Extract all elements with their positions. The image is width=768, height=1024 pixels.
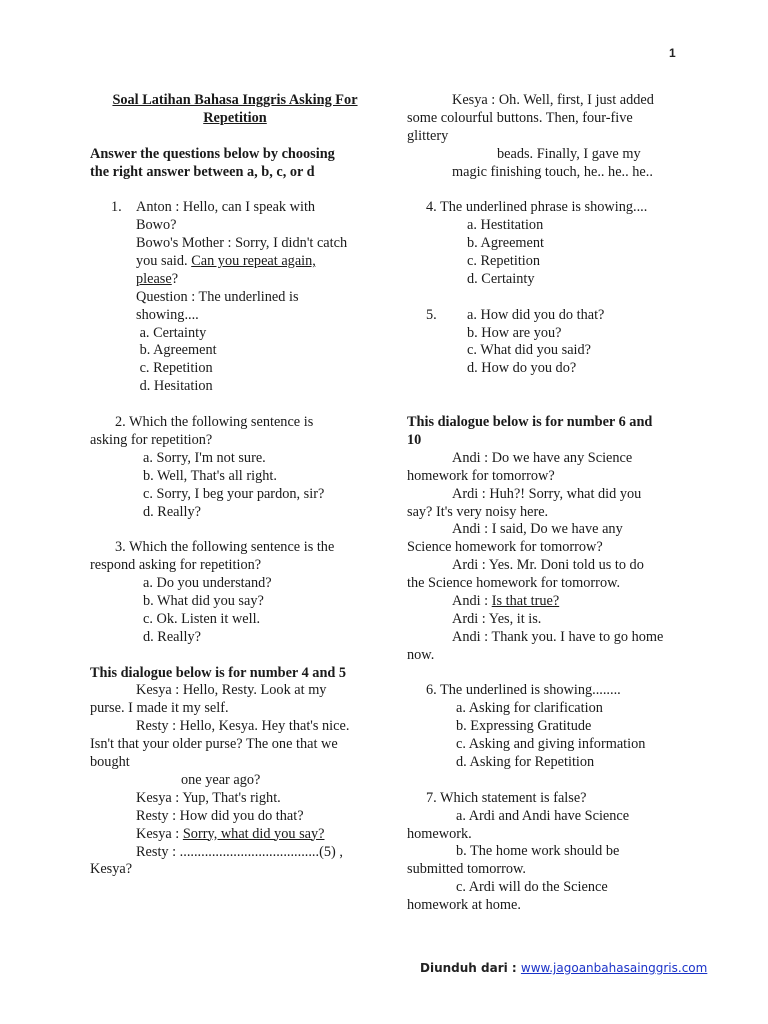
page-number: 1 bbox=[669, 46, 676, 60]
dialogue-line: beads. Finally, I gave my bbox=[497, 145, 641, 162]
question-text-cont: respond asking for repetition? bbox=[90, 557, 262, 574]
dialogue-blank-line: Resty : .......................................(5) , bbox=[136, 843, 343, 860]
dialogue-line: Bowo? bbox=[136, 217, 177, 234]
question-text: 6. The underlined is showing........ bbox=[426, 682, 621, 699]
dialogue-line: glittery bbox=[407, 127, 449, 144]
option-b: b. Expressing Gratitude bbox=[456, 718, 592, 735]
dialogue-line: Ardi : Yes, it is. bbox=[452, 610, 542, 627]
option-c-cont: homework at home. bbox=[407, 897, 521, 914]
option-a: a. Asking for clarification bbox=[456, 700, 603, 717]
question-5 bbox=[407, 307, 697, 379]
option-b: b. The home work should be bbox=[456, 843, 620, 860]
dialogue-line: purse. I made it my self. bbox=[90, 700, 229, 717]
dialogue-line: magic finishing touch, he.. he.. he.. bbox=[452, 163, 653, 180]
dialogue-text: Kesya : bbox=[136, 825, 183, 842]
question-text: 4. The underlined phrase is showing.... bbox=[426, 199, 648, 216]
option-b-cont: submitted tomorrow. bbox=[407, 861, 526, 878]
footer bbox=[420, 961, 707, 975]
dialogue-line: Ardi : Huh?! Sorry, what did you bbox=[452, 485, 642, 502]
question-number: 5. bbox=[426, 306, 437, 323]
dialogue-line: Andi : I said, Do we have any bbox=[452, 521, 623, 538]
option-b: b. Agreement bbox=[136, 342, 217, 359]
underlined-phrase-cont: please bbox=[136, 270, 172, 287]
option-c: c. Asking and giving information bbox=[456, 736, 646, 753]
option-d: d. How do you do? bbox=[467, 360, 577, 377]
document-title-cont: Repetition bbox=[203, 109, 267, 126]
option-a: a. Ardi and Andi have Science bbox=[456, 807, 630, 824]
question-1 bbox=[90, 199, 380, 396]
option-a-cont: homework. bbox=[407, 825, 472, 842]
option-a: a. Do you understand? bbox=[143, 575, 272, 592]
option-c: c. Ardi will do the Science bbox=[456, 879, 608, 896]
question-6 bbox=[407, 682, 697, 771]
question-2 bbox=[90, 414, 380, 521]
option-b: b. Well, That's all right. bbox=[143, 467, 277, 484]
option-b: b. Agreement bbox=[467, 235, 545, 252]
document-title: Soal Latihan Bahasa Inggris Asking For bbox=[112, 92, 358, 108]
option-b: b. What did you say? bbox=[143, 593, 264, 610]
option-d: d. Hesitation bbox=[136, 378, 213, 395]
option-c: c. Sorry, I beg your pardon, sir? bbox=[143, 485, 325, 502]
dialogue-6-10 bbox=[407, 414, 697, 664]
option-c: c. Repetition bbox=[136, 360, 213, 377]
dialogue-line: Resty : How did you do that? bbox=[136, 807, 304, 824]
dialogue-heading: This dialogue below is for number 6 and bbox=[407, 414, 653, 431]
option-c: c. Repetition bbox=[467, 253, 541, 270]
question-text: 7. Which statement is false? bbox=[426, 789, 587, 806]
question-number: 1. bbox=[111, 199, 122, 216]
dialogue-line: Andi : Thank you. I have to go home bbox=[452, 628, 664, 645]
dialogue-line: the Science homework for tomorrow. bbox=[407, 575, 621, 592]
left-column bbox=[90, 92, 380, 879]
dialogue-4-5 bbox=[90, 665, 380, 880]
question-text-cont: asking for repetition? bbox=[90, 432, 213, 449]
question-3 bbox=[90, 539, 380, 646]
dialogue-line: Science homework for tomorrow? bbox=[407, 539, 603, 556]
option-a: a. Hestitation bbox=[467, 217, 544, 234]
question-4 bbox=[407, 199, 697, 288]
question-text: 3. Which the following sentence is the bbox=[115, 539, 335, 556]
dialogue-line: Bowo's Mother : Sorry, I didn't catch bbox=[136, 235, 348, 252]
dialogue-line: Kesya : Yup, That's right. bbox=[136, 789, 281, 806]
dialogue-line: say? It's very noisy here. bbox=[407, 503, 549, 520]
option-a: a. Certainty bbox=[136, 324, 207, 341]
dialogue-line: Kesya? bbox=[90, 861, 133, 878]
question-7 bbox=[407, 790, 697, 915]
source-link[interactable]: www.jagoanbahasainggris.com bbox=[520, 961, 708, 975]
dialogue-line: Anton : Hello, can I speak with bbox=[136, 199, 316, 216]
dialogue-line: Resty : Hello, Kesya. Hey that's nice. bbox=[136, 718, 350, 735]
underlined-phrase: Is that true? bbox=[491, 592, 560, 609]
option-d: d. Really? bbox=[143, 503, 201, 520]
dialogue-text: you said. bbox=[136, 253, 192, 270]
option-b: b. How are you? bbox=[467, 324, 562, 341]
option-c: c. What did you said? bbox=[467, 342, 592, 359]
dialogue-line: Kesya : Oh. Well, first, I just added bbox=[452, 92, 654, 108]
option-c: c. Ok. Listen it well. bbox=[143, 610, 261, 627]
dialogue-heading-cont: 10 bbox=[407, 431, 422, 448]
dialogue-heading: This dialogue below is for number 4 and 5 bbox=[90, 664, 347, 681]
question-prompt: Question : The underlined is bbox=[136, 288, 299, 305]
instruction: Answer the questions below by choosing bbox=[90, 145, 335, 162]
footer-label: Diunduh dari : bbox=[420, 961, 521, 975]
right-column bbox=[407, 92, 697, 915]
option-d: d. Really? bbox=[143, 628, 201, 645]
question-prompt-cont: showing.... bbox=[136, 306, 199, 323]
question-text: 2. Which the following sentence is bbox=[115, 414, 314, 431]
dialogue-line: Ardi : Yes. Mr. Doni told us to do bbox=[452, 557, 644, 574]
dialogue-line: Kesya : Hello, Resty. Look at my bbox=[136, 682, 327, 699]
option-d: d. Certainty bbox=[467, 270, 535, 287]
dialogue-line: bought bbox=[90, 754, 130, 771]
option-a: a. How did you do that? bbox=[467, 306, 605, 323]
underlined-phrase: Can you repeat again, bbox=[191, 253, 316, 270]
dialogue-line: some colourful buttons. Then, four-five bbox=[407, 109, 633, 126]
dialogue-text: ? bbox=[171, 270, 179, 287]
dialogue-line: Isn't that your older purse? The one that we bbox=[90, 736, 338, 753]
dialogue-text: Andi : bbox=[452, 592, 492, 609]
underlined-phrase: Sorry, what did you say? bbox=[182, 825, 325, 842]
instruction-cont: the right answer between a, b, c, or d bbox=[90, 163, 315, 180]
dialogue-line: homework for tomorrow? bbox=[407, 467, 555, 484]
dialogue-line: Andi : Do we have any Science bbox=[452, 449, 633, 466]
option-a: a. Sorry, I'm not sure. bbox=[143, 449, 266, 466]
dialogue-line: one year ago? bbox=[181, 771, 261, 788]
dialogue-line: now. bbox=[407, 646, 435, 663]
dialogue-4-5-continued bbox=[407, 92, 697, 181]
option-d: d. Asking for Repetition bbox=[456, 753, 595, 770]
